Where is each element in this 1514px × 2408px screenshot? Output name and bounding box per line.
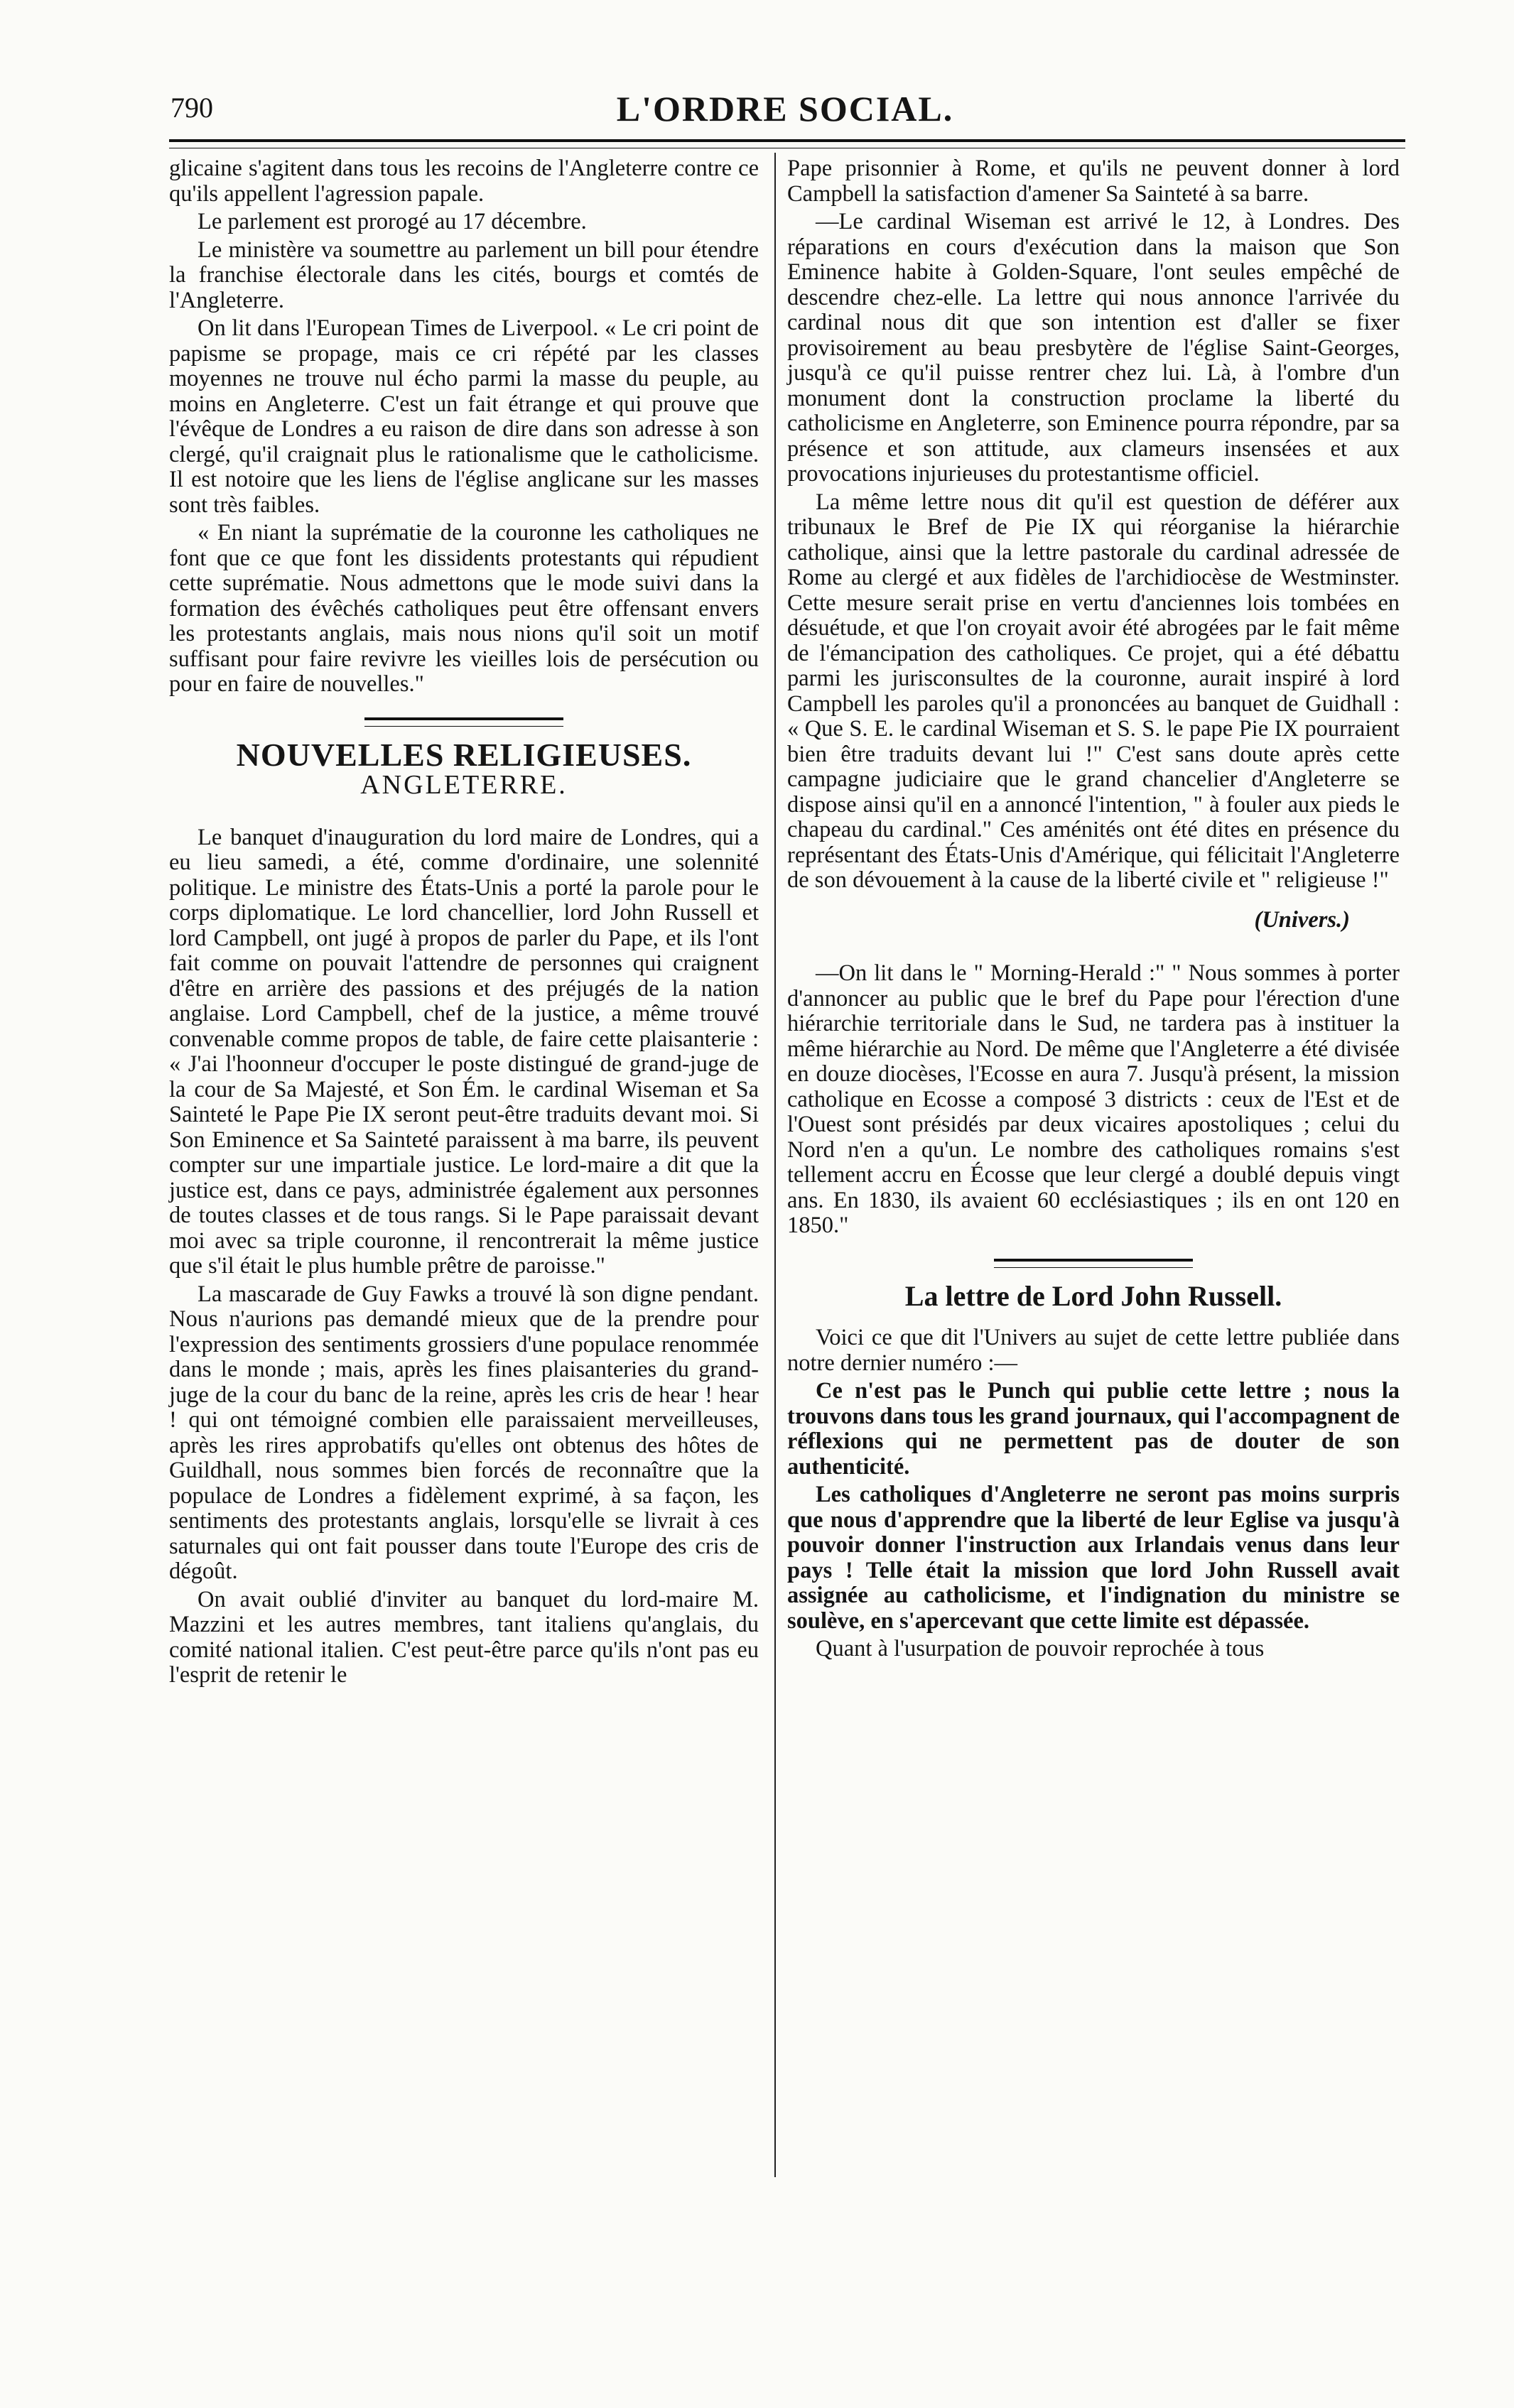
article-paragraph: On lit dans l'European Times de Liverpool. « Le cri point de papisme se propage, mais ce cri répété par les classes moyennes ne trouve nul écho parmi la masse du peuple, au moins en Angleterre. C'est un fait étrange et qui prouve que l'évêque de Londres a eu raison de dire dans son adresse à son clergé, qu'il craignait plus le rationalisme que le catholicisme. Il est notoire que les liens de l'église anglicane sur les masses sont très faibles. bbox=[169, 315, 759, 518]
page-number: 790 bbox=[171, 92, 213, 124]
section-separator bbox=[364, 717, 563, 727]
source-attribution: (Univers.) bbox=[1254, 906, 1350, 933]
article-paragraph: La mascarade de Guy Fawks a trouvé là son digne pendant. Nous n'aurions pas demandé mieux que de la prendre pour l'expression des sentiments grossiers d'une populace renommée dans le monde ; mais, après les fines plaisanteries du grand-juge de la cour du banc de la reine, après les cris de hear ! hear ! qui ont témoigné combien elle paraissaient merveilleuses, après les rires approbatifs qu'elles ont obtenus des hôtes de Guildhall, nous sommes bien forcés de reconnaître que la populace de Londres a fidèlement exprimé, à sa façon, les sentiments des protestants anglais, lorsqu'elle se livrait à ces saturnales qui ont fait pousser dans toute l'Europe des cris de dégoût. bbox=[169, 1281, 759, 1584]
article-paragraph: On avait oublié d'inviter au banquet du lord-maire M. Mazzini et les autres membres, tant italiens qu'anglais, du comité national italien. C'est peut-être parce qu'ils n'ont pas eu l'esprit de retenir le bbox=[169, 1586, 759, 1688]
column-divider bbox=[774, 153, 776, 2177]
header-rule bbox=[169, 139, 1405, 148]
article-paragraph: La même lettre nous dit qu'il est question de déférer aux tribunaux le Bref de Pie IX qui réorganise la hiérarchie catholique, ainsi que la lettre pastorale du cardinal adressée de Rome au clergé et aux fidèles de l'archidiocèse de Westminster. Cette mesure serait prise en vertu d'anciennes lois tombées en désuétude, et que l'on croyait avoir été abrogées par le fait même de l'émancipation des catholiques. Ce projet, qui a été débattu parmi les jurisconsultes de la couronne, aurait inspiré à lord Campbell les paroles qu'il a prononcées au banquet de Guidhall : « Que S. E. le cardinal Wiseman et S. S. le pape Pie IX pourraient bien être traduits devant lui !" C'est sans doute après cette campagne judiciaire que le grand chancelier d'Angleterre se dispose ainsi qu'il en a annoncé l'intention, " à fouler aux pieds le chapeau du cardinal." Ces aménités ont été dites en présence du représentant des États-Unis d'Amérique, qui félicitait l'Angleterre de son dévouement à la cause de la liberté civile et " religieuse !" bbox=[787, 489, 1400, 893]
article-paragraph: « En niant la suprématie de la couronne les catholiques ne font que ce que font les dissidents protestants qui répudient cette suprématie. Nous admettons que le mode suivi dans la formation des évêchés catholiques peut être offensant envers les protestants anglais, mais nous nions qu'il soit un motif suffisant pour faire revivre les vieilles lois de persécution ou pour en faire de nouvelles." bbox=[169, 520, 759, 697]
article-paragraph: Ce n'est pas le Punch qui publie cette lettre ; nous la trouvons dans tous les grand journaux, qui l'accompagnent de réflexions qui ne permettent pas de douter de son authenticité. bbox=[787, 1378, 1400, 1480]
section-title: NOUVELLES RELIGIEUSES. bbox=[236, 736, 692, 773]
article-paragraph: Le banquet d'inauguration du lord maire de Londres, qui a eu lieu samedi, a été, comme d'ordinaire, une solennité politique. Le ministre des États-Unis a porté la parole pour le corps diplomatique. Le lord chancellier, lord John Russell et lord Campbell, ont jugé à propos de parler du Pape, et ils l'ont fait comme on pouvait l'attendre de personnes qui craignent d'être en arrière des passions et des préjugés de la nation anglaise. Lord Campbell, chef de la justice, a même trouvé convenable comme propos de table, de faire cette plaisanterie : « J'ai l'hoonneur d'occuper le poste distingué de grand-juge de la cour de Sa Majesté, et Son Ém. le cardinal Wiseman et Sa Sainteté le Pape Pie IX seront peut-être traduits devant moi. Si Son Eminence et Sa Sainteté paraissent à ma barre, ils peuvent compter sur une impartiale justice. Le lord-maire a dit que la justice est, dans ce pays, administrée également aux personnes de toutes classes et de tous rangs. Si le Pape paraissait devant moi avec sa triple couronne, il rencontrerait la même justice que s'il était le plus humble prêtre de paroisse." bbox=[169, 824, 759, 1279]
journal-title: L'ORDRE SOCIAL. bbox=[616, 89, 954, 129]
article-paragraph: Voici ce que dit l'Univers au sujet de cette lettre publiée dans notre dernier numéro :— bbox=[787, 1325, 1400, 1376]
article-paragraph: glicaine s'agitent dans tous les recoins de l'Angleterre contre ce qu'ils appellent l'agression papale. bbox=[169, 156, 759, 207]
article-paragraph: Le parlement est prorogé au 17 décembre. bbox=[198, 209, 587, 234]
section-separator bbox=[994, 1259, 1193, 1268]
article-paragraph: —On lit dans le " Morning-Herald :" " Nous sommes à porter d'annoncer au public que le bref du Pape pour l'érection d'une hiérarchie territoriale dans le Sud, ne tardera pas à instituer la même hiérarchie au Nord. De même que l'Angleterre a été divisée en douze diocèses, l'Ecosse en aura 7. Jusqu'à présent, la mission catholique en Ecosse a composé 3 districts : ceux de l'Est et de l'Ouest sont présidés par deux vicaires apostoliques ; celui du Nord n'en a qu'un. Le nombre des catholiques romains s'est tellement accru en Écosse que leur clergé a doublé depuis vingt ans. En 1830, ils avaient 60 ecclésiastiques ; ils en ont 120 en 1850." bbox=[787, 960, 1400, 1238]
section-subtitle: ANGLETERRE. bbox=[360, 770, 568, 800]
article-paragraph: Quant à l'usurpation de pouvoir reprochée à tous bbox=[816, 1636, 1265, 1661]
article-paragraph: —Le cardinal Wiseman est arrivé le 12, à Londres. Des réparations en cours d'exécution dans la maison que Son Eminence habite à Golden-Square, l'ont seules empêché de descendre chez-elle. La lettre qui nous annonce l'arrivée du cardinal nous dit que son intention est d'aller se fixer provisoirement au beau presbytère de l'église Saint-Georges, jusqu'à ce qu'il puisse rentrer chez lui. Là, à l'ombre d'un monument dont la construction proclame la liberté du catholicisme en Angleterre, son Eminence pourra répondre, par sa présence et son attitude, aux clameurs insensées et aux provocations injurieuses du protestantisme officiel. bbox=[787, 209, 1400, 487]
left-column bbox=[169, 156, 759, 1691]
article-paragraph: Pape prisonnier à Rome, et qu'ils ne peuvent donner à lord Campbell la satisfaction d'amener Sa Sainteté à sa barre. bbox=[787, 156, 1400, 207]
right-column bbox=[787, 156, 1400, 1665]
page-header bbox=[163, 91, 1407, 141]
article-paragraph: Le ministère va soumettre au parlement un bill pour étendre la franchise électorale dans les cités, bourgs et comtés de l'Angleterre. bbox=[169, 237, 759, 313]
article-paragraph: Les catholiques d'Angleterre ne seront pas moins surpris que nous d'apprendre que la liberté de leur Eglise va jusqu'à pouvoir donner l'instruction aux Irlandais venus dans leur pays ! Telle était la mission que lord John Russell avait assignée au catholicisme, et l'indignation du ministre se soulève, en s'apercevant que cette limite est dépassée. bbox=[787, 1482, 1400, 1634]
section-title: La lettre de Lord John Russell. bbox=[904, 1279, 1282, 1312]
